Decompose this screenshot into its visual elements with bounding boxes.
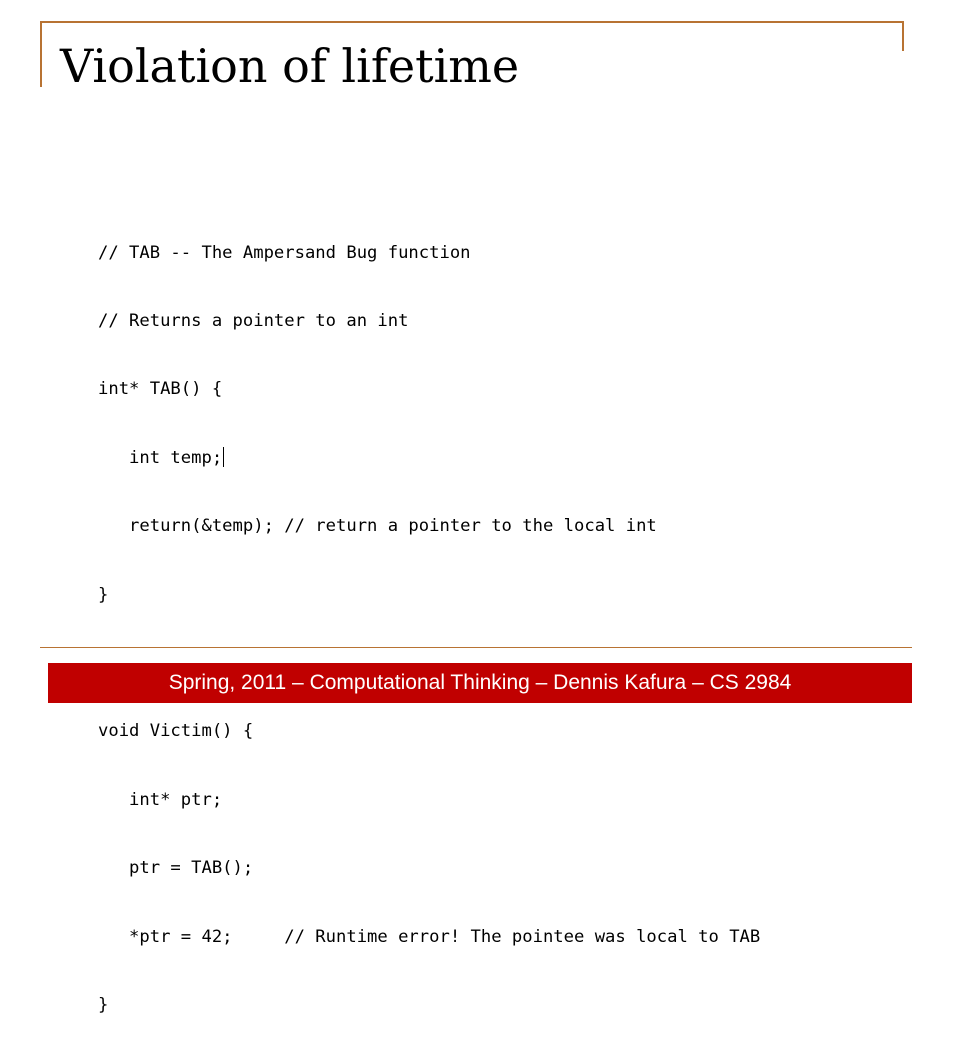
top-frame-line: [40, 21, 904, 23]
code-line: }: [98, 584, 109, 605]
code-line: }: [98, 994, 109, 1015]
footer-bar: [48, 663, 912, 703]
footer-rule: [40, 647, 912, 648]
code-line-with-cursor: [98, 447, 760, 470]
code-block: [98, 196, 760, 1039]
slide-title: Violation of lifetime: [60, 39, 520, 93]
text-cursor-icon: [223, 447, 224, 467]
code-line: return(&temp); // return a pointer to the local int: [98, 516, 657, 537]
code-line: int* TAB() {: [98, 379, 223, 400]
code-line: // TAB -- The Ampersand Bug function: [98, 242, 471, 263]
code-line: *ptr = 42; // Runtime error! The pointee was local to TAB: [98, 926, 761, 947]
left-frame-line: [40, 21, 42, 87]
code-line-text: int temp;: [98, 447, 223, 468]
right-frame-line: [902, 21, 904, 51]
code-line: void Victim() {: [98, 721, 254, 742]
code-line: ptr = TAB();: [98, 858, 254, 879]
footer-text: Spring, 2011 – Computational Thinking – Dennis Kafura – CS 2984: [168, 671, 792, 694]
code-line: // Returns a pointer to an int: [98, 310, 409, 331]
code-line: int* ptr;: [98, 789, 223, 810]
